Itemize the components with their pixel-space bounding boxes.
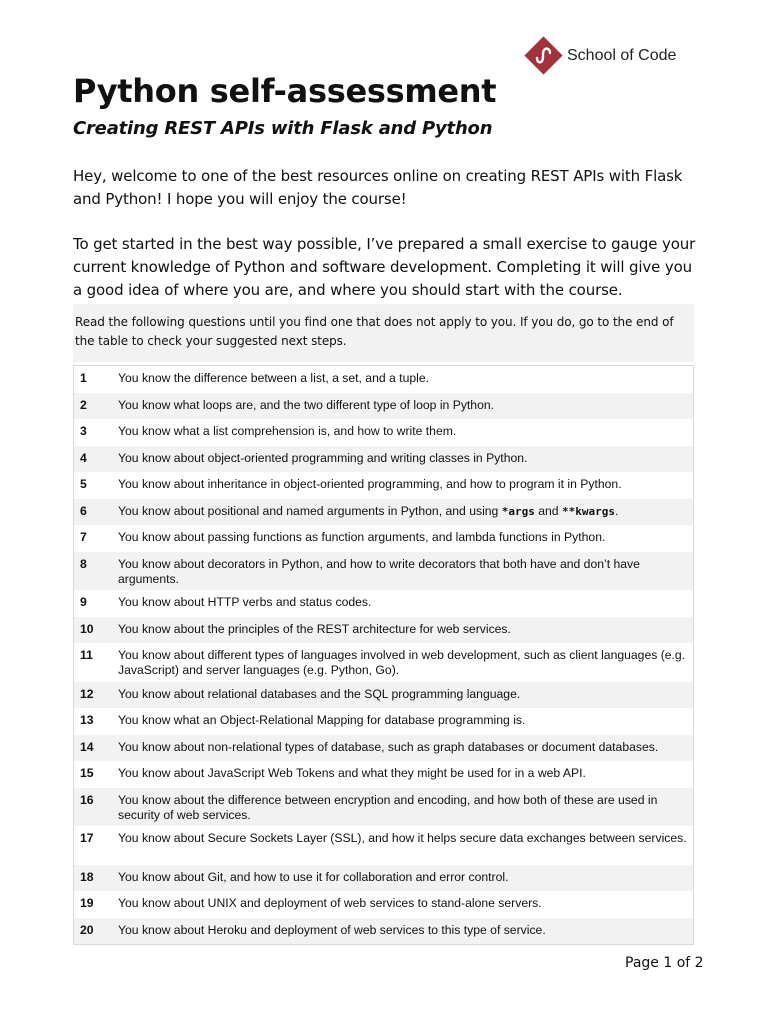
question-number: 4 <box>74 446 115 473</box>
table-row <box>74 682 694 709</box>
table-row <box>74 708 694 735</box>
table-row <box>74 865 694 892</box>
question-text: You know what an Object-Relational Mapping for database programming is. <box>118 713 526 727</box>
question-number: 17 <box>80 831 94 845</box>
table-row <box>74 617 694 644</box>
question-number: 7 <box>80 530 87 544</box>
question-text: You know about UNIX and deployment of web services to stand-alone servers. <box>118 896 542 910</box>
question-number: 15 <box>80 766 94 780</box>
table-row <box>74 446 694 473</box>
question-text <box>114 499 694 526</box>
question-number: 5 <box>80 477 87 491</box>
kwargs-code: **kwargs <box>561 504 615 518</box>
args-code: *args <box>501 504 535 518</box>
question-text: You know about relational databases and the SQL programming language. <box>114 682 694 709</box>
table-row <box>74 499 694 526</box>
question-text: You know about decorators in Python, and how to write decorators that both have and don’t have arguments. <box>114 552 694 591</box>
question-text: You know what loops are, and the two different type of loop in Python. <box>114 393 694 420</box>
table-row <box>74 643 694 682</box>
table-row <box>74 761 694 788</box>
question-text: You know about Secure Sockets Layer (SSL), and how it helps secure data exchanges between services. <box>118 831 687 845</box>
table-row <box>74 393 694 420</box>
table-row <box>74 552 694 591</box>
question-text: You know about HTTP verbs and status codes. <box>118 595 372 609</box>
questions-table <box>73 365 694 945</box>
question-text: You know about non-relational types of database, such as graph databases or document databases. <box>114 735 694 762</box>
question-number: 1 <box>80 371 87 385</box>
question-number: 13 <box>80 713 94 727</box>
question-text: You know the difference between a list, a set, and a tuple. <box>118 371 429 385</box>
instructions-box: Read the following questions until you find one that does not apply to you. If you do, go to the end of the table to check your suggested next steps. <box>73 304 694 362</box>
question-text: You know about Git, and how to use it for collaboration and error control. <box>114 865 694 892</box>
table-row <box>74 419 694 446</box>
table-row <box>74 525 694 552</box>
question-number: 3 <box>80 424 87 438</box>
table-row <box>74 891 694 918</box>
question-text: You know about inheritance in object-oriented programming, and how to program it in Python. <box>118 477 622 491</box>
page-subtitle: Creating REST APIs with Flask and Python <box>73 118 493 139</box>
question-number: 19 <box>80 896 94 910</box>
logo-text: School of Code <box>567 46 677 64</box>
question-text: You know about object-oriented programming and writing classes in Python. <box>114 446 694 473</box>
question-number: 20 <box>74 918 115 945</box>
table-row <box>74 590 694 617</box>
table-row <box>74 735 694 762</box>
question-number: 11 <box>80 648 93 662</box>
question-text: You know about the principles of the REST architecture for web services. <box>114 617 694 644</box>
question-number: 16 <box>74 788 115 827</box>
table-row <box>74 472 694 499</box>
exercise-paragraph: To get started in the best way possible, I’ve prepared a small exercise to gauge your current knowledge of Python and software development. Completing it will give you a good idea of where you are, and where you should start with the course. <box>73 235 696 299</box>
school-of-code-logo <box>525 42 676 69</box>
page-number: Page 1 of 2 <box>625 955 704 971</box>
table-row <box>74 788 694 827</box>
question-text-part: You know about positional and named arguments in Python, and using <box>118 503 499 518</box>
question-text-part: and <box>538 503 559 518</box>
page-title: Python self-assessment <box>73 72 497 110</box>
question-number: 6 <box>74 499 115 526</box>
question-text: You know about passing functions as function arguments, and lambda functions in Python. <box>118 530 606 544</box>
question-number: 10 <box>74 617 115 644</box>
question-number: 9 <box>80 595 87 609</box>
question-number: 2 <box>74 393 115 420</box>
question-number: 18 <box>74 865 115 892</box>
table-row <box>74 918 694 945</box>
question-text: You know about JavaScript Web Tokens and what they might be used for in a web API. <box>118 766 586 780</box>
question-text: You know about the difference between encryption and encoding, and how both of these are used in security of web services. <box>114 788 694 827</box>
table-row <box>74 826 694 865</box>
question-number: 14 <box>74 735 115 762</box>
question-number: 12 <box>74 682 115 709</box>
question-text-part: . <box>614 503 619 518</box>
question-text: You know about different types of languages involved in web development, such as client languages (e.g. JavaScript) and server languages (e.g. Python, Go). <box>118 648 686 677</box>
logo-mark-icon <box>524 36 562 74</box>
question-text: You know about Heroku and deployment of web services to this type of service. <box>114 918 694 945</box>
welcome-paragraph: Hey, welcome to one of the best resources online on creating REST APIs with Flask and Python! I hope you will enjoy the course! <box>73 167 683 208</box>
question-number: 8 <box>74 552 115 591</box>
table-row <box>74 366 694 393</box>
question-text: You know what a list comprehension is, and how to write them. <box>118 424 457 438</box>
